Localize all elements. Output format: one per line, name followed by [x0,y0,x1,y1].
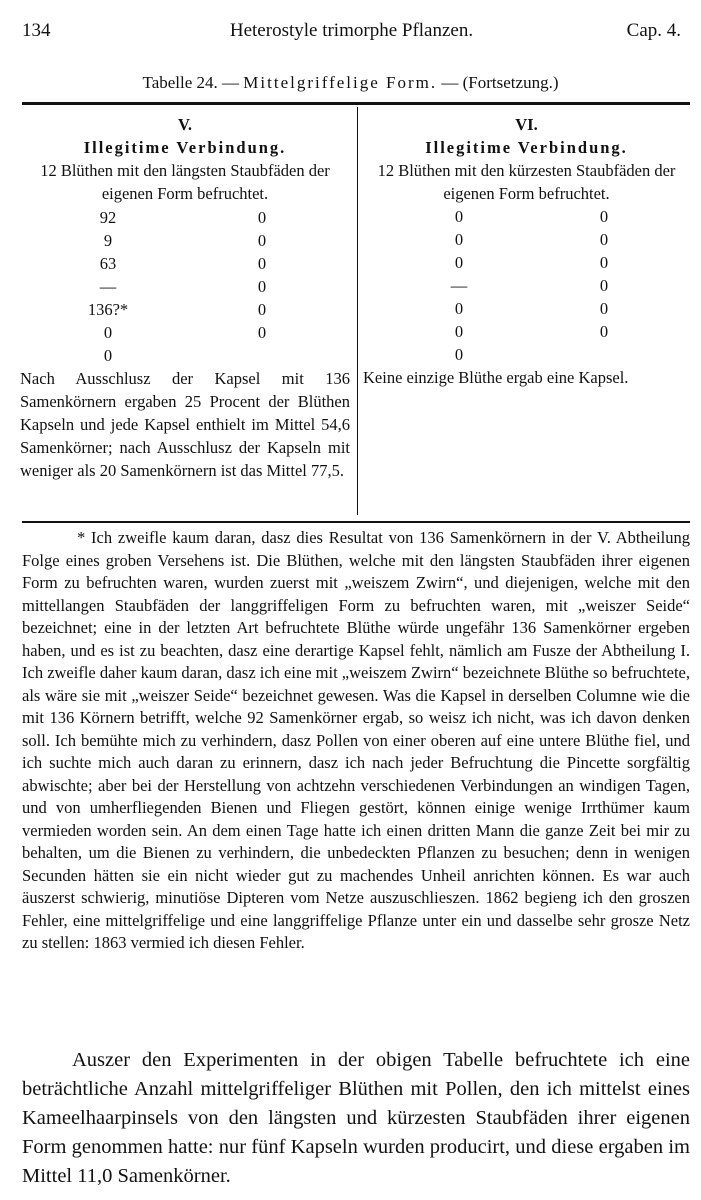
seed-count-cell: 0 [454,299,464,318]
caption-form-name: Mittelgriffelige Form. [243,73,438,92]
table-row [20,344,350,367]
column-numeral: V. [178,115,192,134]
second-count-cell: 0 [599,230,609,249]
column-note: Nach Ausschlusz der Kapsel mit 136 Samenkörnern ergaben 25 Procent der Blüthen Kapseln und jede Kapsel enthielt im Mittel 54,6 Samenkörner; nach Ausschlusz der Kapseln mit weniger als 20 Samenkörnern ist das Mittel 77,5. [20,369,350,480]
column-note: Keine einzige Blüthe ergab eine Kapsel. [363,368,629,387]
column-numeral: VI. [515,115,538,134]
seed-count-cell: 9 [103,231,113,250]
seed-count-cell: 0 [103,323,113,342]
table-row [363,274,690,297]
table-caption [0,73,701,93]
footnote-text: * Ich zweifle kaum daran, dasz dies Resultat von 136 Samenkörnern in der V. Abtheilung Folge eines groben Versehens ist. Die Blüthen, welche mit den längsten Staubfäden ihrer eigenen Form zu befruchten waren, wurden zuerst mit „weiszem Zwirn“, und diejenigen, welche mit den mittellangen Staubfäden der langgriffeligen Form zu befruchten waren, mit „weiszer Seide“ bezeichnet; eine in der letzten Art befruchtete Blüthe würde ungefähr 136 Samenkörner ergeben haben, und es ist zu beachten, dasz eine derartige Kapsel fehlt, nämlich am Fusze der Abtheilung I. Ich zweifle daher kaum daran, dasz ich eine mit „weiszem Zwirn“ bezeichnete Blüthe so befruchtete, als wäre sie mit „weiszer Seide“ bezeichnet gewesen. Was die Kapsel in derselben Columne wie die mit 136 Körnern betrifft, welche 92 Samenkörner ergab, so weisz ich nicht, was ich davon denken soll. Ich bemühte mich zu verhindern, dasz Pollen von einer oberen auf eine untere Blüthe fiel, und ich suchte mich auch daran zu erinnern, dasz ich nach jeder Befruchtung die Pincette sorgfältig abwischte; aber bei der Herstellung von achtzehn verschiedenen Verbindungen an windigen Tagen, und von umherfliegenden Bienen und Fliegen gestört, können einige wenige Irrthümer kaum vermieden worden sein. An dem einen Tage hatte ich einen dritten Mann die ganze Zeit bei mir zu behalten, um die Bienen zu verhindern, die unbedeckten Pflanzen zu besuchen; denn in wenigen Secunden hätten sie ein nicht wieder gut zu machendes Unheil anrichten können. Es war auch äuszerst schwierig, minutiöse Dipteren vom Netze auszuschlieszen. 1862 begieng ich den groszen Fehler, eine mittelgriffelige und eine langgriffelige Pflanze unter ein und dasselbe sehr grosze Netz zu stellen: 1863 vermied ich diesen Fehler. [22,528,690,952]
second-count-cell: 0 [599,276,609,295]
running-title: Heterostyle trimorphe Pflanzen. [229,20,474,41]
second-count-cell: 0 [599,253,609,272]
table-row [20,298,350,321]
page-header [22,20,681,50]
body-paragraph-text: Auszer den Experimenten in der obigen Tabelle befruchtete ich eine beträchtliche Anzahl mittelgriffeliger Blüthen mit Pollen, den ich mittelst eines Kameelhaarpinsels von den längsten und kürzesten Staubfäden ihrer eigenen Form genommen hatte: nur fünf Kapseln wurden producirt, und diese ergaben im Mittel 11,0 Samenkörner. [22,1049,690,1187]
second-count-cell: 0 [257,208,267,227]
seed-count-rows [363,205,690,366]
table-row [20,321,350,344]
second-count-cell: 0 [599,207,609,226]
table-top-rule [22,102,690,105]
column-description: 12 Blüthen mit den kürzesten Staubfäden der eigenen Form befruchtet. [377,161,676,203]
table-row [20,206,350,229]
page-number: 134 [22,20,51,41]
table-row [20,275,350,298]
seed-count-cell: 92 [99,208,117,227]
table-row [363,343,690,366]
chapter-label: Cap. 4. [626,20,681,41]
seed-count-cell: — [99,277,117,296]
seed-count-cell: 0 [103,346,113,365]
table-row [20,229,350,252]
table-row [20,252,350,275]
seed-count-cell: 63 [99,254,117,273]
seed-count-cell: — [450,276,468,295]
second-count-cell: 0 [257,300,267,319]
seed-count-cell: 136?* [87,300,129,319]
caption-suffix: — (Fortsetzung.) [437,73,559,92]
table-row [363,205,690,228]
seed-count-cell: 0 [454,207,464,226]
second-count-cell: 0 [257,323,267,342]
table-column-divider [357,107,358,515]
table-column-v [20,113,350,482]
table-row [363,251,690,274]
second-count-cell: 0 [257,231,267,250]
caption-prefix: Tabelle 24. — [142,73,244,92]
table-row [363,297,690,320]
column-description: 12 Blüthen mit den längsten Staubfäden der eigenen Form befruchtet. [40,161,330,203]
second-count-cell: 0 [257,254,267,273]
table-column-vi [363,113,690,389]
column-heading: Illegitime Verbindung. [425,138,628,157]
seed-count-rows [20,206,350,367]
seed-count-cell: 0 [454,345,464,364]
footnote [22,527,690,955]
table-bottom-rule [22,521,690,523]
body-paragraph [22,1046,690,1191]
second-count-cell: 0 [257,277,267,296]
table-row [363,228,690,251]
column-heading: Illegitime Verbindung. [83,138,287,157]
seed-count-cell: 0 [454,253,464,272]
seed-count-cell: 0 [454,322,464,341]
second-count-cell: 0 [599,322,609,341]
seed-count-cell: 0 [454,230,464,249]
second-count-cell: 0 [599,299,609,318]
table-row [363,320,690,343]
